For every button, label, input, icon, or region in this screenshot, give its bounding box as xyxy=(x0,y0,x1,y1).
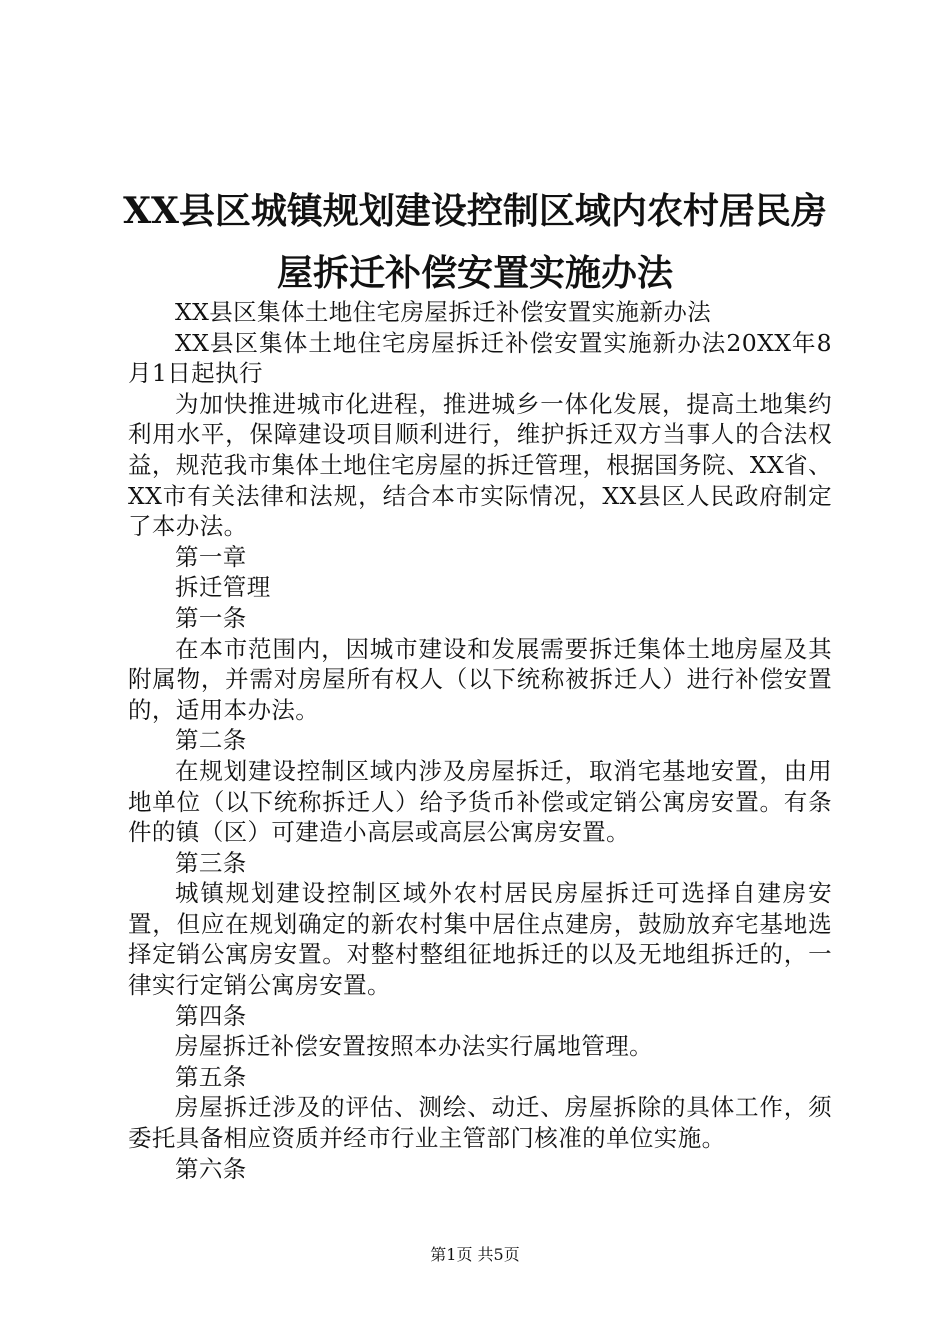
article-heading: 第五条 xyxy=(175,1062,247,1091)
article-heading: 第二条 xyxy=(175,726,247,755)
paragraph: 在规划建设控制区域内涉及房屋拆迁，取消宅基地安置，由用地单位（以下统称拆迁人）给予货币补偿或定销公寓房安置。有条件的镇（区）可建造小高层或高层公寓房安置。 xyxy=(128,756,832,847)
page-footer: 第1页 共5页 xyxy=(430,1245,520,1264)
paragraph: 在本市范围内，因城市建设和发展需要拆迁集体土地房屋及其附属物，并需对房屋所有权人（以下统称被拆迁人）进行补偿安置的，适用本办法。 xyxy=(128,634,832,724)
paragraph: XX县区集体土地住宅房屋拆迁补偿安置实施新办法20XX年8月1日起执行 xyxy=(128,328,832,388)
article-heading: 第四条 xyxy=(175,1001,247,1030)
article-heading: 第三条 xyxy=(175,848,247,877)
chapter-heading: 第一章 xyxy=(175,542,247,571)
chapter-title: 拆迁管理 xyxy=(175,573,271,602)
paragraph: XX县区集体土地住宅房屋拆迁补偿安置实施新办法 xyxy=(175,298,712,326)
paragraph: 房屋拆迁补偿安置按照本办法实行属地管理。 xyxy=(175,1032,653,1061)
document-title: XX县区城镇规划建设控制区域内农村居民房屋拆迁补偿安置实施办法 xyxy=(123,190,827,294)
article-heading: 第一条 xyxy=(175,603,247,632)
paragraph: 房屋拆迁涉及的评估、测绘、动迁、房屋拆除的具体工作，须委托具备相应资质并经市行业主管部门核准的单位实施。 xyxy=(128,1093,832,1153)
document-body xyxy=(128,297,832,1184)
article-heading: 第六条 xyxy=(175,1154,247,1183)
paragraph: 城镇规划建设控制区域外农村居民房屋拆迁可选择自建房安置，但应在规划确定的新农村集中居住点建房，鼓励放弃宅基地选择定销公寓房安置。对整村整组征地拆迁的以及无地组拆迁的，一律实行定销公寓房安置。 xyxy=(128,879,832,1000)
paragraph: 为加快推进城市化进程，推进城乡一体化发展，提高土地集约利用水平，保障建设项目顺利进行，维护拆迁双方当事人的合法权益，规范我市集体土地住宅房屋的拆迁管理，根据国务院、XX省、XX市有关法律和法规，结合本市实际情况，XX县区人民政府制定了本办法。 xyxy=(128,389,832,541)
